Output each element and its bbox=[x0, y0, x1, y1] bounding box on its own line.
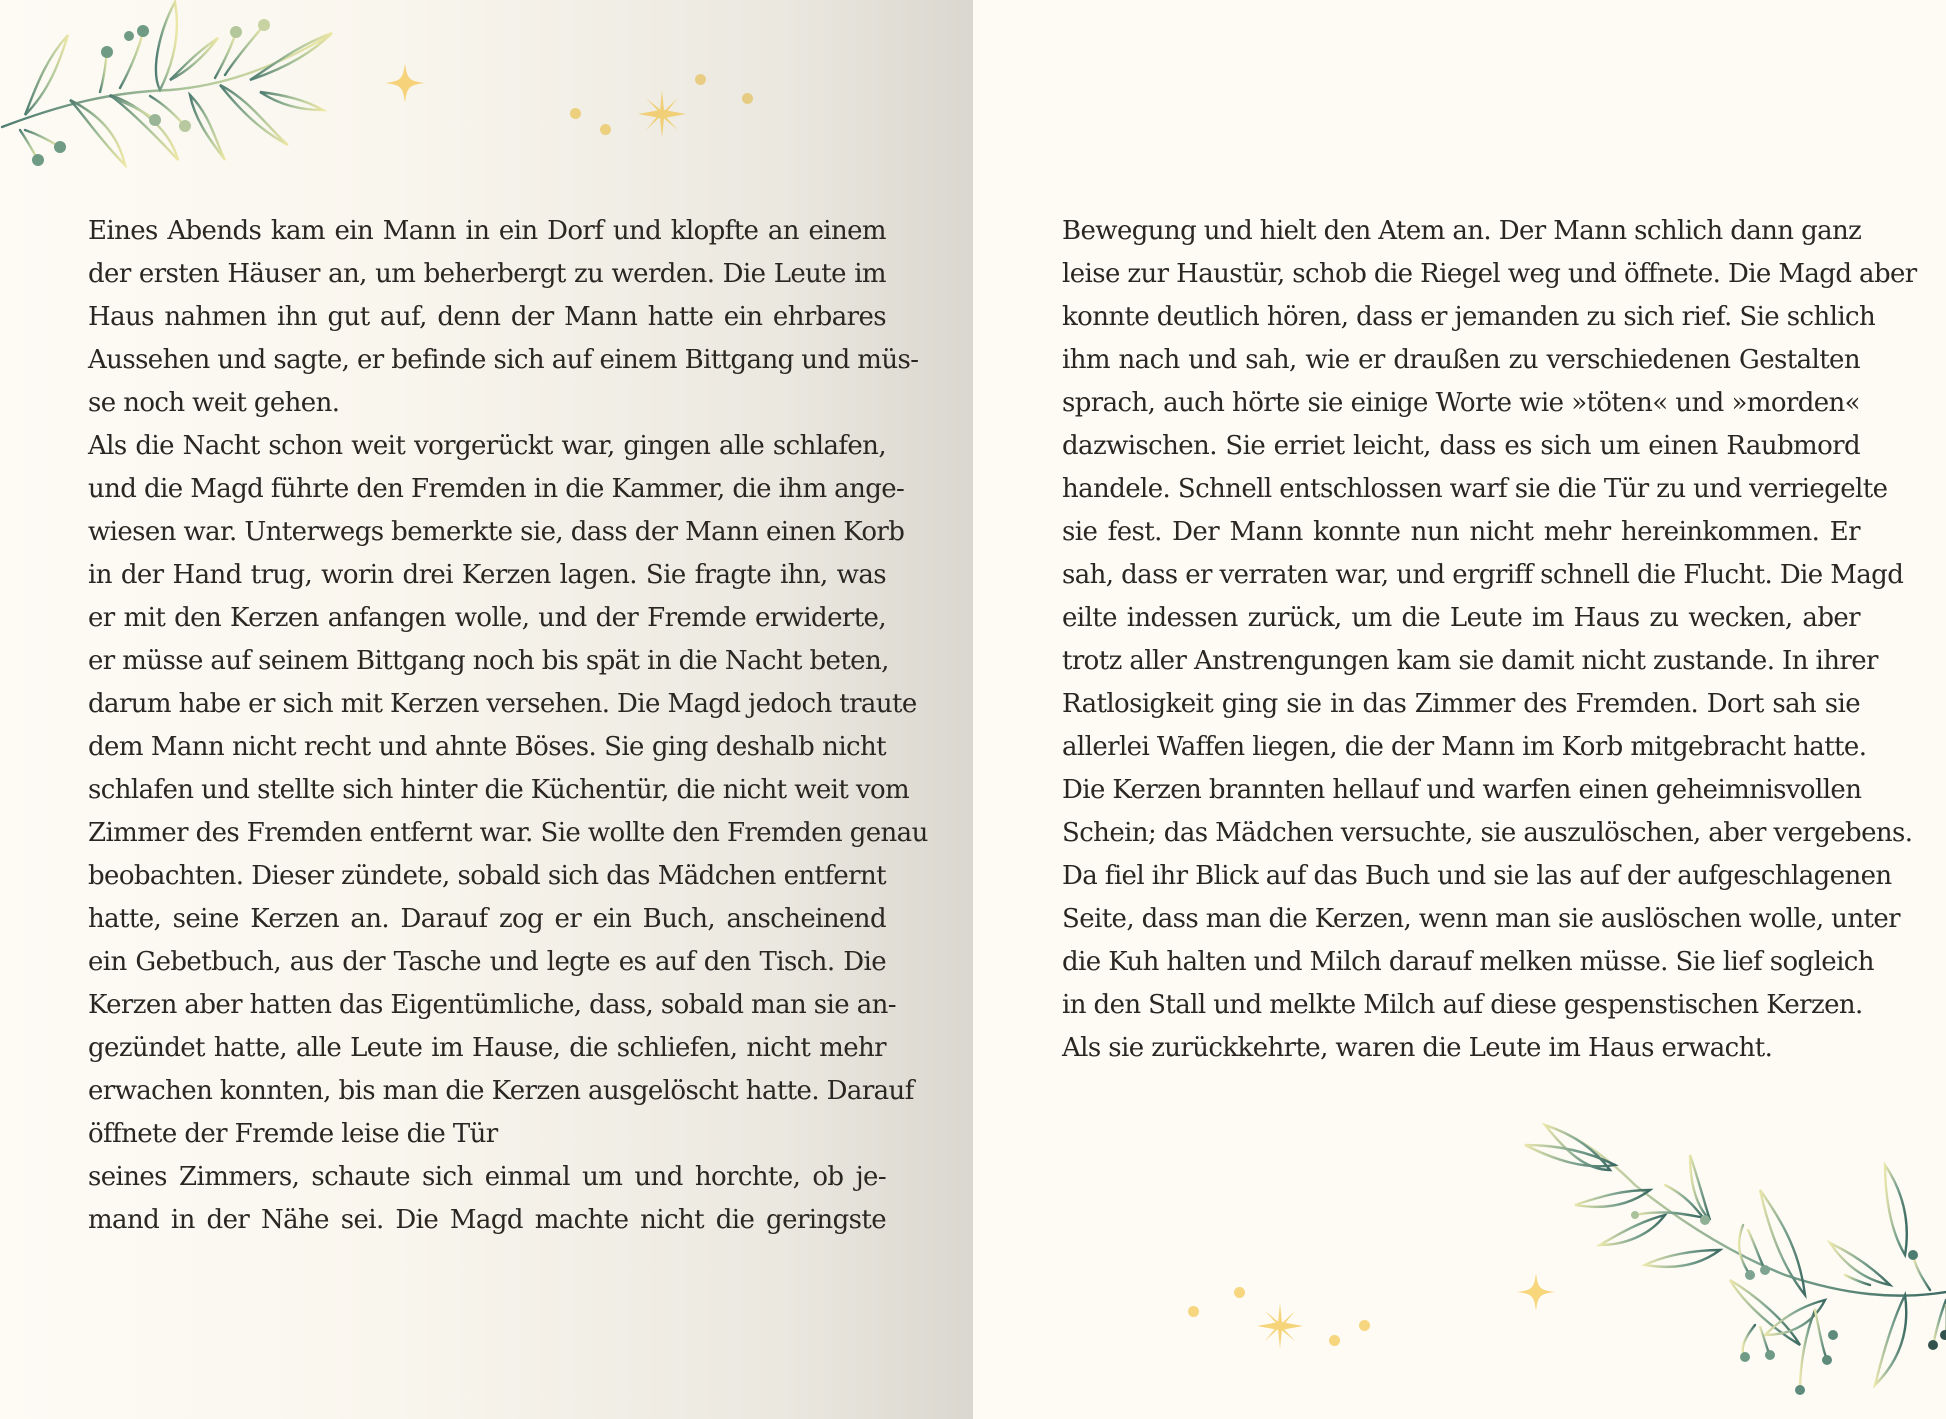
text-line: hatte, seine Kerzen an. Darauf zog er ein Buch, anscheinend bbox=[88, 904, 886, 934]
text-line: in den Stall und melkte Milch auf diese gespenstischen Kerzen. bbox=[1062, 990, 1863, 1020]
text-line: Die Kerzen brannten hellauf und warfen einen geheimnisvollen bbox=[1062, 775, 1862, 805]
text-line: er mit den Kerzen anfangen wolle, und der Fremde erwiderte, bbox=[88, 603, 886, 633]
text-line: Eines Abends kam ein Mann in ein Dorf und klopfte an einem bbox=[88, 216, 886, 246]
leaf-branch-icon bbox=[1515, 1095, 1946, 1405]
text-line: sah, dass er verraten war, und ergriff schnell die Flucht. Die Magd bbox=[1062, 560, 1904, 590]
text-line: und die Magd führte den Fremden in die Kammer, die ihm ange- bbox=[88, 474, 905, 504]
text-line: leise zur Haustür, schob die Riegel weg und öffnete. Die Magd aber bbox=[1062, 259, 1917, 289]
text-line: Aussehen und sagte, er befinde sich auf einem Bittgang und müs- bbox=[88, 345, 919, 375]
text-line: Schein; das Mädchen versuchte, sie auszulöschen, aber vergebens. bbox=[1062, 818, 1913, 848]
text-line: sie fest. Der Mann konnte nun nicht mehr hereinkommen. Er bbox=[1062, 517, 1860, 547]
starburst-icon bbox=[638, 90, 686, 138]
text-line: se noch weit gehen. bbox=[88, 388, 340, 418]
text-line: seines Zimmers, schaute sich einmal um und horchte, ob je- bbox=[88, 1162, 886, 1192]
dot-icon bbox=[1359, 1320, 1370, 1331]
left-page-text bbox=[88, 210, 928, 1242]
text-line: wiesen war. Unterwegs bemerkte sie, dass der Mann einen Korb bbox=[88, 517, 905, 547]
text-line: eilte indessen zurück, um die Leute im Haus zu wecken, aber bbox=[1062, 603, 1860, 633]
right-page-text bbox=[1062, 210, 1917, 1070]
text-line: der ersten Häuser an, um beherbergt zu werden. Die Leute im bbox=[88, 259, 886, 289]
text-line: ein Gebetbuch, aus der Tasche und legte es auf den Tisch. Die bbox=[88, 947, 886, 977]
text-line: Da fiel ihr Blick auf das Buch und sie las auf der aufgeschlagenen bbox=[1062, 861, 1892, 891]
text-line: Kerzen aber hatten das Eigentümliche, dass, sobald man sie an- bbox=[88, 990, 896, 1020]
text-line: darum habe er sich mit Kerzen versehen. Die Magd jedoch traute bbox=[88, 689, 917, 719]
text-line: schlafen und stellte sich hinter die Küchentür, die nicht weit vom bbox=[88, 775, 910, 805]
dot-icon bbox=[600, 124, 611, 135]
text-line: beobachten. Dieser zündete, sobald sich das Mädchen entfernt bbox=[88, 861, 886, 891]
text-line: in der Hand trug, worin drei Kerzen lagen. Sie fragte ihn, was bbox=[88, 560, 886, 590]
text-line: erwachen konnten, bis man die Kerzen ausgelöscht hatte. Darauf bbox=[88, 1076, 914, 1106]
text-line: sprach, auch hörte sie einige Worte wie »töten« und »morden« bbox=[1062, 388, 1860, 418]
dot-icon bbox=[695, 74, 706, 85]
text-line: handele. Schnell entschlossen warf sie die Tür zu und verriegelte bbox=[1062, 474, 1888, 504]
text-line: allerlei Waffen liegen, die der Mann im Korb mitgebracht hatte. bbox=[1062, 732, 1867, 762]
text-line: öffnete der Fremde leise die Tür bbox=[88, 1119, 498, 1149]
dot-icon bbox=[742, 93, 753, 104]
text-line: dazwischen. Sie erriet leicht, dass es sich um einen Raubmord bbox=[1062, 431, 1860, 461]
text-line: dem Mann nicht recht und ahnte Böses. Sie ging deshalb nicht bbox=[88, 732, 886, 762]
text-line: die Kuh halten und Milch darauf melken müsse. Sie lief sogleich bbox=[1062, 947, 1874, 977]
dot-icon bbox=[1234, 1287, 1245, 1298]
text-line: trotz aller Anstrengungen kam sie damit nicht zustande. In ihrer bbox=[1062, 646, 1878, 676]
text-line: Als die Nacht schon weit vorgerückt war, gingen alle schlafen, bbox=[88, 431, 886, 461]
text-line: mand in der Nähe sei. Die Magd machte nicht die geringste bbox=[88, 1205, 886, 1235]
text-line: Haus nahmen ihn gut auf, denn der Mann hatte ein ehrbares bbox=[88, 302, 886, 332]
text-line: konnte deutlich hören, dass er jemanden zu sich rief. Sie schlich bbox=[1062, 302, 1876, 332]
leaf-branch-icon bbox=[0, 0, 340, 180]
text-line: Bewegung und hielt den Atem an. Der Mann schlich dann ganz bbox=[1062, 216, 1862, 246]
starburst-icon bbox=[1257, 1303, 1303, 1349]
text-line: Seite, dass man die Kerzen, wenn man sie auslöschen wolle, unter bbox=[1062, 904, 1900, 934]
dot-icon bbox=[570, 108, 581, 119]
text-line: Als sie zurückkehrte, waren die Leute im Haus erwacht. bbox=[1062, 1033, 1773, 1063]
text-line: ihm nach und sah, wie er draußen zu verschiedenen Gestalten bbox=[1062, 345, 1860, 375]
text-line: Zimmer des Fremden entfernt war. Sie wollte den Fremden genau bbox=[88, 818, 928, 848]
sparkle-icon bbox=[385, 63, 425, 103]
dot-icon bbox=[1188, 1306, 1199, 1317]
text-line: gezündet hatte, alle Leute im Hause, die schliefen, nicht mehr bbox=[88, 1033, 886, 1063]
text-line: er müsse auf seinem Bittgang noch bis spät in die Nacht beten, bbox=[88, 646, 889, 676]
text-line: Ratlosigkeit ging sie in das Zimmer des Fremden. Dort sah sie bbox=[1062, 689, 1860, 719]
dot-icon bbox=[1329, 1335, 1340, 1346]
